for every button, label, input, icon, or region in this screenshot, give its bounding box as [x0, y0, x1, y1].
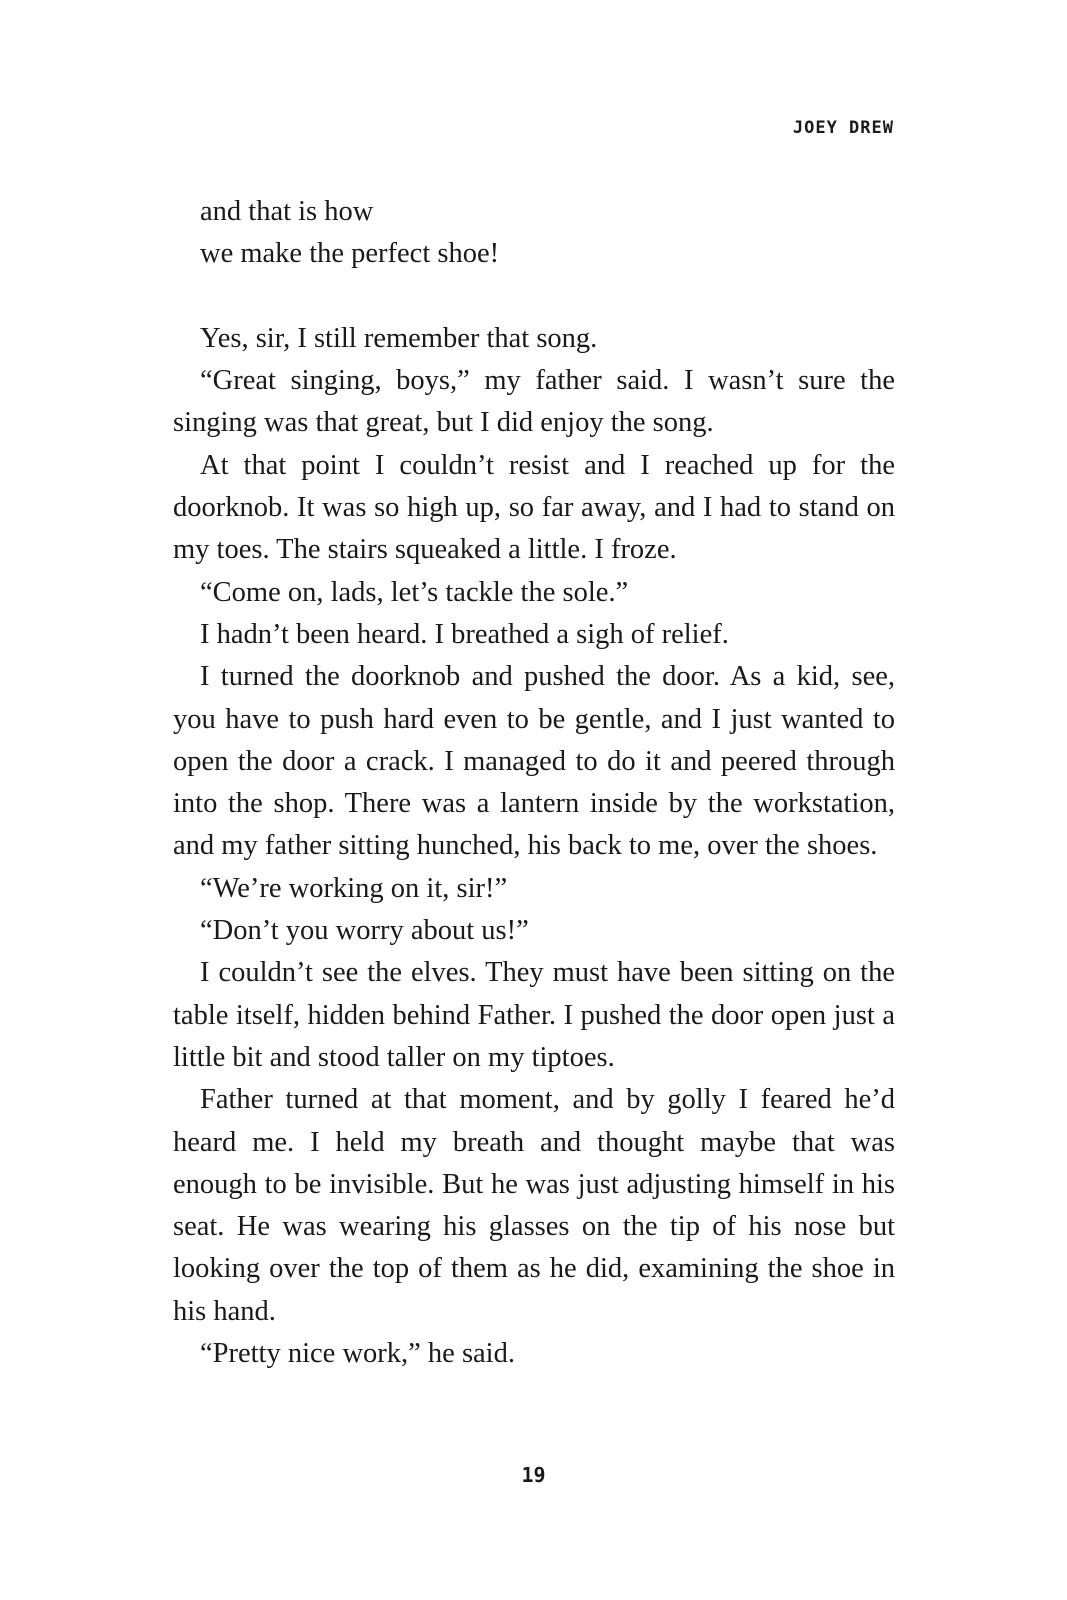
verse-line: we make the perfect shoe!: [200, 238, 500, 270]
paragraph: “Pretty nice work,” he said.: [200, 1338, 515, 1370]
verse-line: and that is how: [200, 196, 374, 227]
paragraph: Yes, sir, I still remember that song.: [200, 322, 598, 354]
paragraph: Father turned at that moment, and by golly I feared he’d heard me. I held my breath and thought maybe that was enough to be invisible. But he was just adjusting himself in his seat. He was wearing his glasses on the tip of his nose but looking over the top of them as he did, examining the shoe in his hand.: [173, 1084, 895, 1327]
song-verse: [173, 191, 895, 276]
paragraph: “We’re working on it, sir!”: [200, 872, 508, 904]
verse-spacer: [173, 276, 895, 318]
paragraph: I turned the doorknob and pushed the door. As a kid, see, you have to push hard even to be gentle, and I just wanted to open the door a crack. I managed to do it and peered through into the shop. There was a lantern inside by the workstation, and my father sitting hunched, his back to me, over the shoes.: [173, 661, 895, 862]
paragraph: I hadn’t been heard. I breathed a sigh of relief.: [200, 618, 729, 650]
paragraph: “Don’t you worry about us!”: [200, 915, 529, 947]
running-head: JOEY DREW: [792, 118, 894, 138]
paragraph: I couldn’t see the elves. They must have been sitting on the table itself, hidden behind Father. I pushed the door open just a little bit and stood taller on my tiptoes.: [173, 957, 895, 1073]
body-text: [173, 191, 895, 1375]
paragraph: “Great singing, boys,” my father said. I wasn’t sure the singing was that great, but I did enjoy the song.: [173, 365, 895, 439]
paragraph: “Come on, lads, let’s tackle the sole.”: [200, 576, 629, 608]
page-number: 19: [521, 1463, 546, 1487]
paragraph: At that point I couldn’t resist and I reached up for the doorknob. It was so high up, so far away, and I had to stand on my toes. The stairs squeaked a little. I froze.: [173, 449, 895, 566]
